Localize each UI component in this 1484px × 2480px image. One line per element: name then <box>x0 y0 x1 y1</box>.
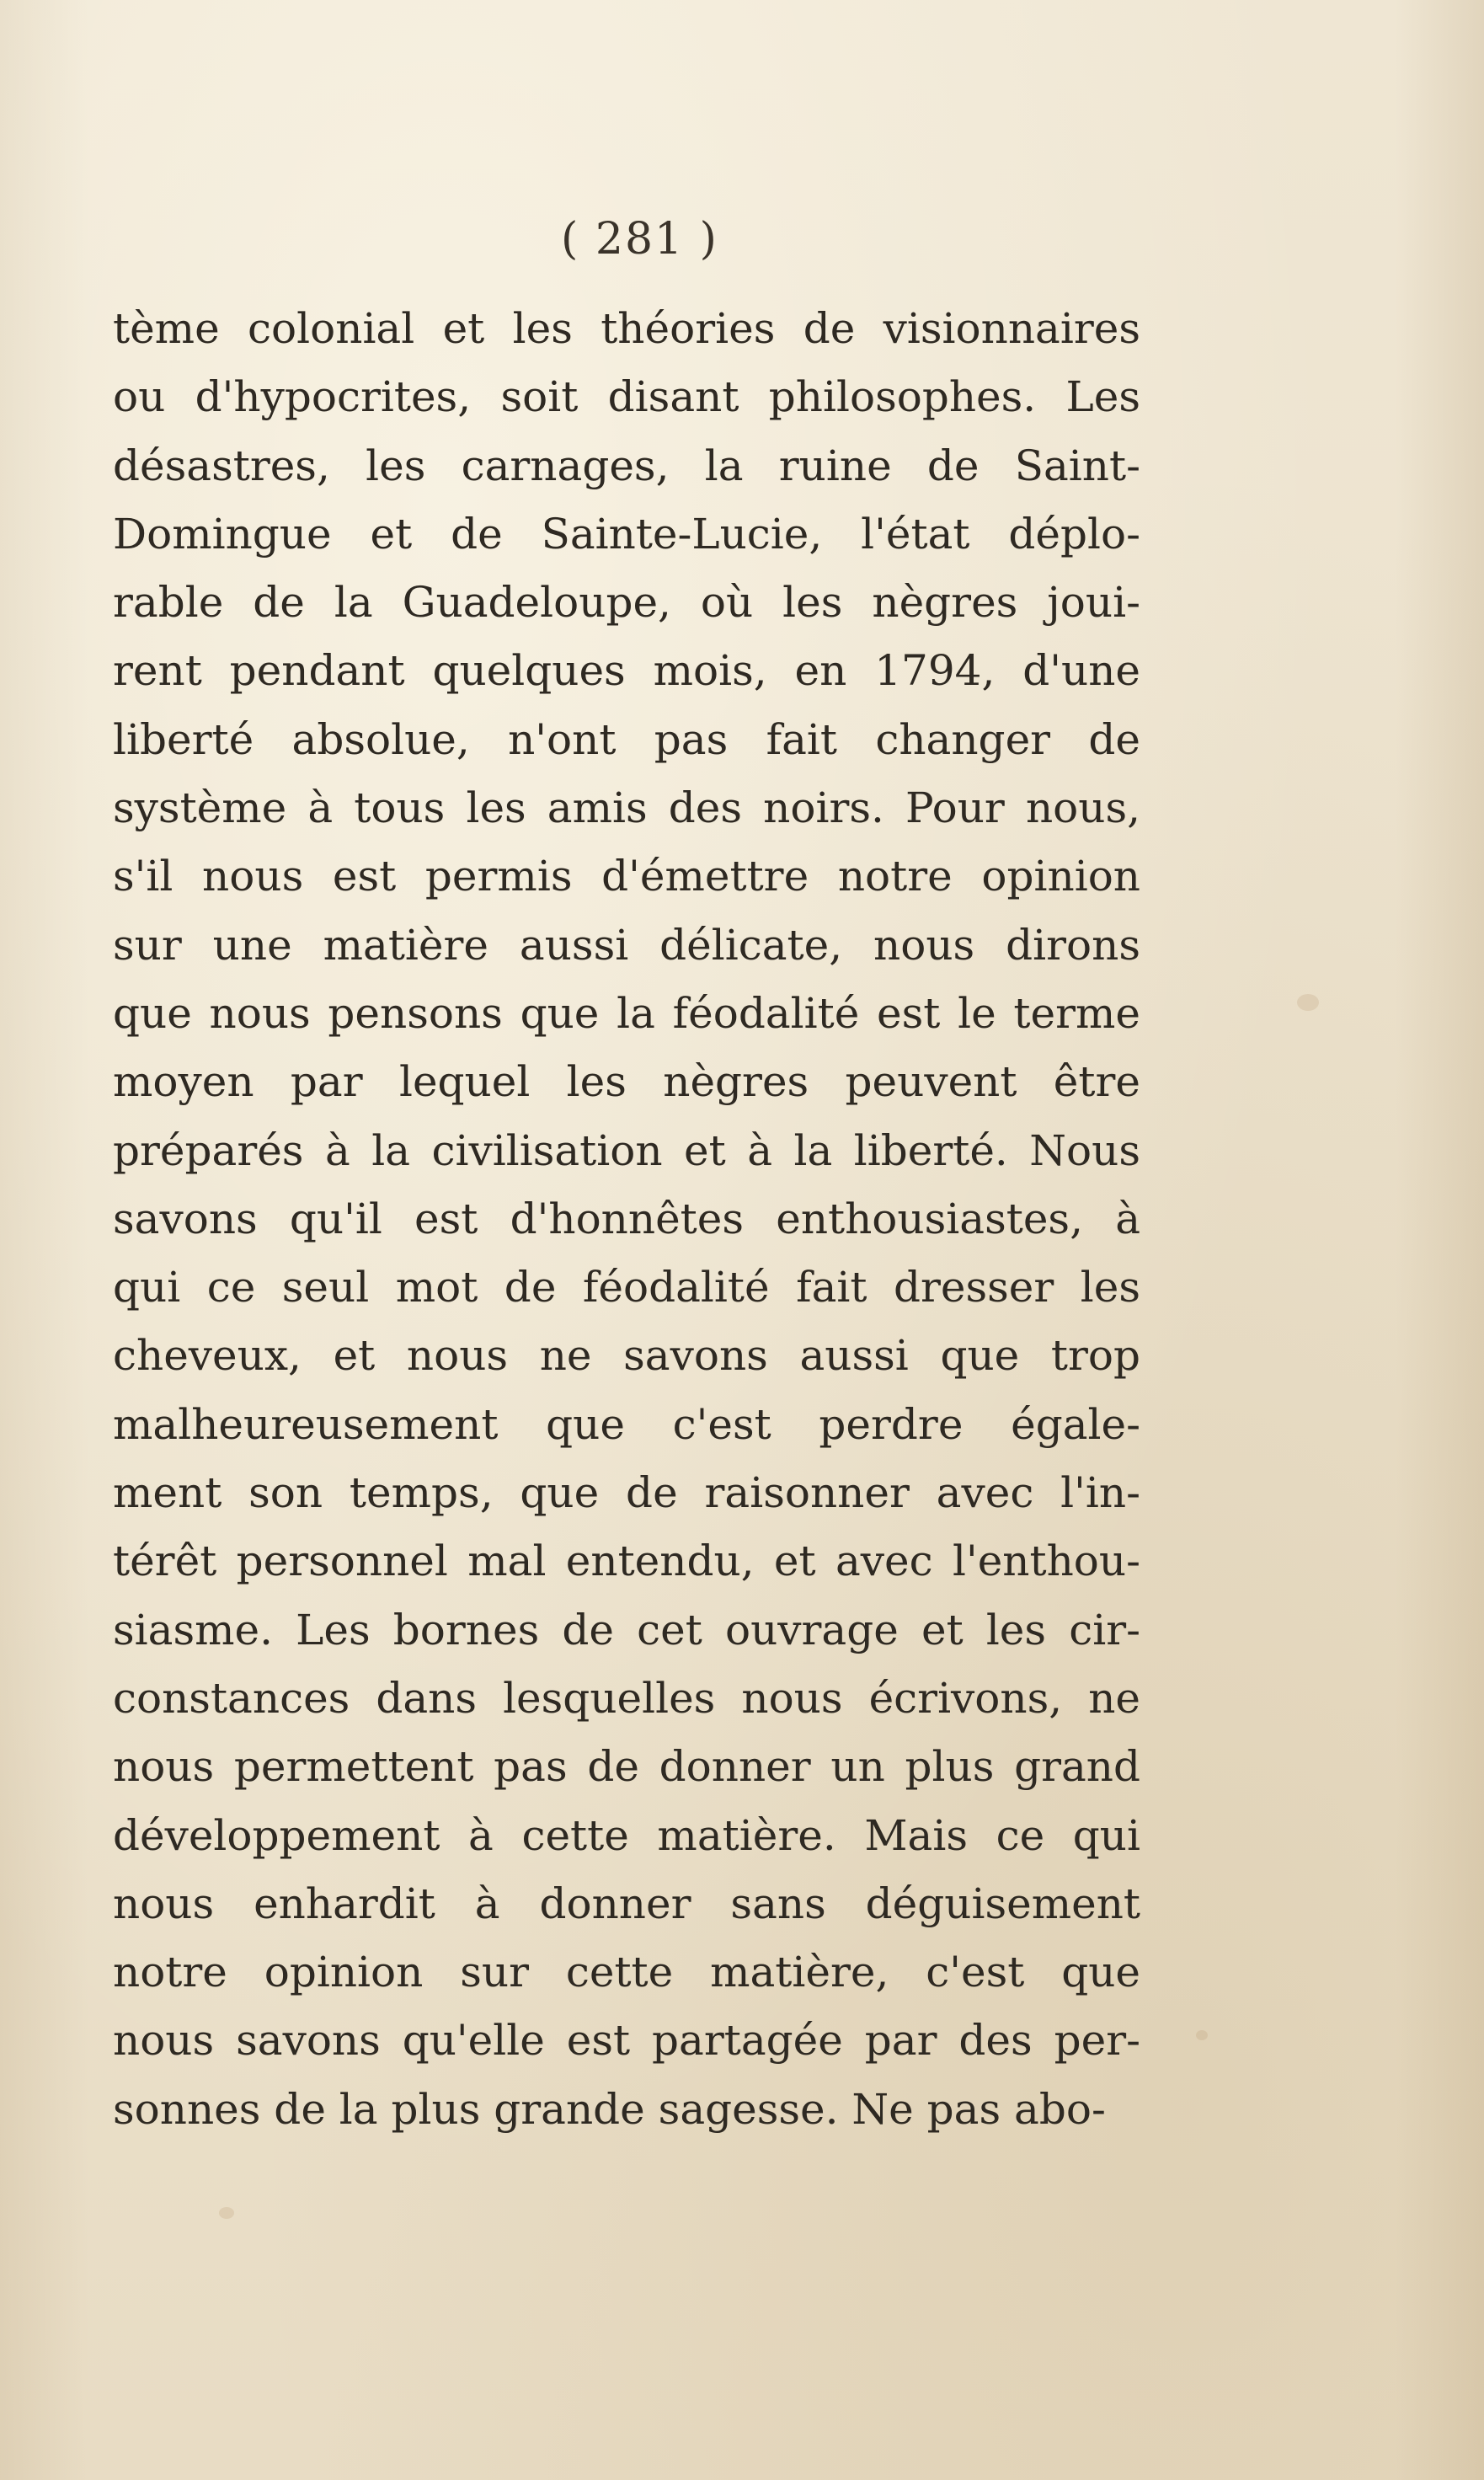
text-line: sonnes de la plus grande sagesse. Ne pas abo- <box>113 2084 1106 2134</box>
text-line: malheureusement que c'est perdre égale- <box>113 1399 1140 1449</box>
text-line: développement à cette matière. Mais ce qui <box>113 1810 1140 1860</box>
text-line: tème colonial et les théories de visionnaires <box>113 304 1140 353</box>
paper-stain <box>1196 2030 1208 2040</box>
page-number: ( 281 ) <box>561 214 718 265</box>
paper-stain <box>219 2207 234 2219</box>
text-line: que nous pensons que la féodalité est le terme <box>113 988 1140 1038</box>
text-line: nous enhardit à donner sans déguisement <box>113 1879 1140 1928</box>
text-line: qui ce seul mot de féodalité fait dresser les <box>113 1263 1140 1312</box>
text-line: s'il nous est permis d'émettre notre opinion <box>113 852 1140 901</box>
text-line: nous permettent pas de donner un plus grand <box>113 1742 1140 1792</box>
text-line: cheveux, et nous ne savons aussi que trop <box>113 1331 1140 1381</box>
text-line: ment son temps, que de raisonner avec l'in- <box>113 1468 1140 1518</box>
paper-stain <box>1297 994 1319 1011</box>
text-line: rent pendant quelques mois, en 1794, d'une <box>113 646 1140 696</box>
text-line: notre opinion sur cette matière, c'est que <box>113 1948 1140 1997</box>
text-line: siasme. Les bornes de cet ouvrage et les cir- <box>113 1605 1140 1654</box>
text-line: sur une matière aussi délicate, nous dirons <box>113 920 1140 970</box>
text-line: constances dans lesquelles nous écrivons, ne <box>113 1673 1140 1723</box>
text-line: liberté absolue, n'ont pas fait changer de <box>113 714 1140 764</box>
text-line: moyen par lequel les nègres peuvent être <box>113 1057 1140 1107</box>
text-line: ou d'hypocrites, soit disant philosophes. Les <box>113 372 1140 422</box>
text-line: rable de la Guadeloupe, où les nègres joui- <box>113 578 1140 628</box>
text-line: térêt personnel mal entendu, et avec l'enthou- <box>113 1537 1140 1586</box>
text-line: Domingue et de Sainte-Lucie, l'état déplo- <box>113 509 1140 559</box>
body-text <box>113 295 1140 2144</box>
text-line: savons qu'il est d'honnêtes enthousiastes, à <box>113 1194 1140 1243</box>
text-line: préparés à la civilisation et à la liberté. Nous <box>113 1125 1140 1175</box>
text-line: système à tous les amis des noirs. Pour nous, <box>113 783 1140 833</box>
text-line: désastres, les carnages, la ruine de Saint- <box>113 441 1140 490</box>
text-line: nous savons qu'elle est partagée par des per- <box>113 2016 1140 2066</box>
